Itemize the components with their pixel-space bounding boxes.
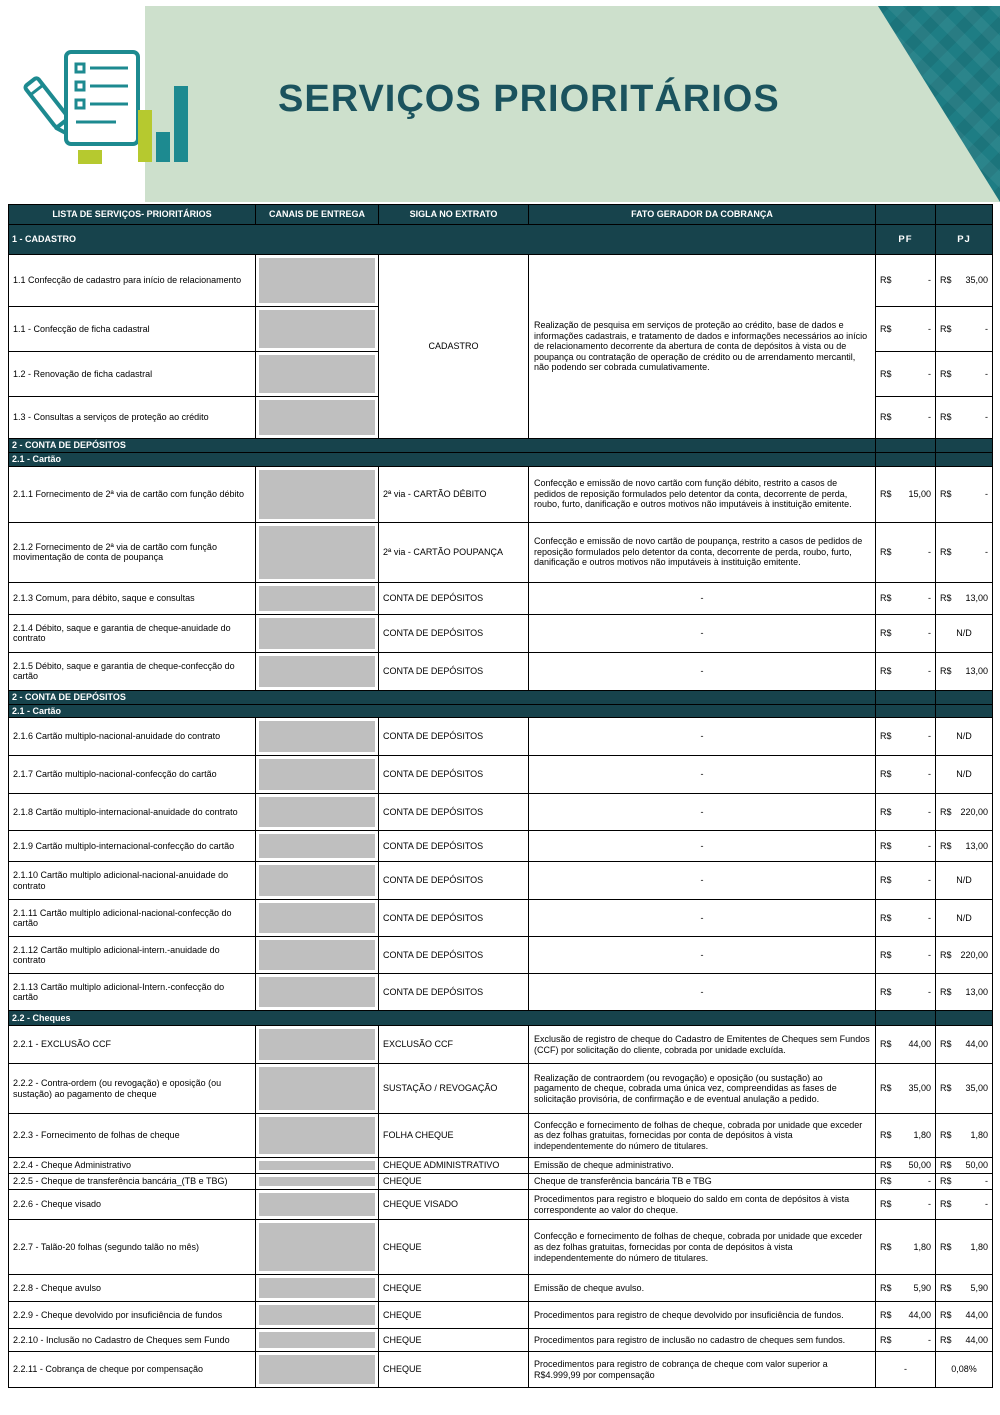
pf-value-cell: R$ - [876, 582, 936, 614]
sigla-cell: CHEQUE [379, 1352, 529, 1388]
fato-cell: - [529, 718, 876, 756]
fato-cell: Realização de pesquisa em serviços de proteção ao crédito, base de dados e informações cadastrais, e tratamento de dados e informações necessários ao início de relacionamento decorrente da abertura de conta de depósitos à vista ou de poupança ou contratação de operação de crédito ou de arrendamento mercantil, não podendo ser cobrada cumulativamente. [529, 255, 876, 439]
sigla-cell: CONTA DE DEPÓSITOS [379, 974, 529, 1011]
sigla-cell: EXCLUSÃO CCF [379, 1026, 529, 1064]
service-cell: 2.2.7 - Talão-20 folhas (segundo talão no mês) [9, 1220, 256, 1275]
channels-cell [256, 1114, 379, 1158]
redacted-channel-block [259, 1223, 375, 1271]
service-cell: 2.2.4 - Cheque Administrativo [9, 1158, 256, 1174]
channels-cell [256, 974, 379, 1011]
pf-column-header: PF [876, 225, 936, 255]
redacted-channel-block [259, 258, 375, 303]
pj-value-cell: R$ - [936, 307, 993, 352]
channels-cell [256, 794, 379, 831]
section-row [9, 1011, 993, 1026]
pf-value-cell: R$ - [876, 794, 936, 831]
pf-value-cell: R$ - [876, 974, 936, 1011]
service-cell: 1.2 - Renovação de ficha cadastral [9, 352, 256, 397]
pf-value-cell: - [876, 1352, 936, 1388]
fato-cell: Procedimentos para registro de cheque devolvido por insuficiência de fundos. [529, 1302, 876, 1329]
pf-value-cell: R$ 5,90 [876, 1275, 936, 1302]
fato-cell: - [529, 937, 876, 974]
redacted-channel-block [259, 1177, 375, 1186]
pj-column-header [936, 439, 993, 453]
section-title: 2.1 - Cartão [9, 453, 876, 467]
sigla-cell: CONTA DE DEPÓSITOS [379, 652, 529, 690]
pf-column-header [876, 1011, 936, 1026]
table-row [9, 1275, 993, 1302]
pf-value-cell: R$ - [876, 862, 936, 900]
service-cell: 2.1.6 Cartão multiplo-nacional-anuidade do contrato [9, 718, 256, 756]
redacted-channel-block [259, 618, 375, 649]
pf-value-cell: R$ 50,00 [876, 1158, 936, 1174]
sigla-cell: CONTA DE DEPÓSITOS [379, 614, 529, 652]
pj-value-cell: R$ 35,00 [936, 1064, 993, 1114]
pj-value-cell: R$ 1,80 [936, 1114, 993, 1158]
redacted-channel-block [259, 355, 375, 393]
service-cell: 2.1.11 Cartão multiplo adicional-nacional-confecção do cartão [9, 900, 256, 937]
page-header [0, 0, 1000, 202]
fato-cell: Confecção e fornecimento de folhas de cheque, cobrada por unidade que exceder as dez folhas gratuitas, fornecidas por conta de depósitos à vista independentemente do número de titulares. [529, 1220, 876, 1275]
sigla-cell: CONTA DE DEPÓSITOS [379, 937, 529, 974]
pj-value-cell: R$ 44,00 [936, 1026, 993, 1064]
pf-column-header [876, 453, 936, 467]
sigla-cell: CONTA DE DEPÓSITOS [379, 862, 529, 900]
pj-column-header [936, 1011, 993, 1026]
redacted-channel-block [259, 1067, 375, 1110]
fato-cell: Procedimentos para registro de inclusão no cadastro de cheques sem fundos. [529, 1329, 876, 1352]
redacted-channel-block [259, 1029, 375, 1060]
fato-cell: - [529, 652, 876, 690]
table-row [9, 1329, 993, 1352]
channels-cell [256, 582, 379, 614]
service-cell: 2.1.8 Cartão multiplo-internacional-anuidade do contrato [9, 794, 256, 831]
fato-cell: Emissão de cheque avulso. [529, 1275, 876, 1302]
fato-cell: Confecção e fornecimento de folhas de cheque, cobrada por unidade que exceder as dez folhas gratuitas, fornecidas por conta de depósitos à vista independentemente do número de titulares. [529, 1114, 876, 1158]
pj-value-cell: N/D [936, 718, 993, 756]
pf-value-cell: R$ - [876, 1174, 936, 1190]
fato-cell: - [529, 900, 876, 937]
pj-value-cell: R$ 44,00 [936, 1329, 993, 1352]
redacted-channel-block [259, 1355, 375, 1384]
table-row [9, 1158, 993, 1174]
service-cell: 2.2.11 - Cobrança de cheque por compensação [9, 1352, 256, 1388]
pf-value-cell: R$ - [876, 307, 936, 352]
channels-cell [256, 937, 379, 974]
table-row [9, 937, 993, 974]
channels-cell [256, 1302, 379, 1329]
fato-cell: - [529, 974, 876, 1011]
redacted-channel-block [259, 865, 375, 896]
channels-cell [256, 756, 379, 794]
section-title: 1 - CADASTRO [9, 225, 876, 255]
pf-value-cell: R$ 35,00 [876, 1064, 936, 1114]
section-title: 2 - CONTA DE DEPÓSITOS [9, 690, 876, 704]
redacted-channel-block [259, 1117, 375, 1154]
pj-value-cell: R$ 50,00 [936, 1158, 993, 1174]
sigla-cell: CADASTRO [379, 255, 529, 439]
fato-cell: Exclusão de registro de cheque do Cadastro de Emitentes de Cheques sem Fundos (CCF) por solicitação do cliente, cobrada por unidade excluída. [529, 1026, 876, 1064]
sigla-cell: FOLHA CHEQUE [379, 1114, 529, 1158]
table-row [9, 974, 993, 1011]
table-row [9, 1352, 993, 1388]
channels-cell [256, 1174, 379, 1190]
services-table [8, 204, 993, 1388]
pj-value-cell: R$ 1,80 [936, 1220, 993, 1275]
service-cell: 2.1.4 Débito, saque e garantia de cheque-anuidade do contrato [9, 614, 256, 652]
fato-cell: Confecção e emissão de novo cartão de poupança, restrito a casos de pedidos de reposição formulados pelo detentor da conta, decorrente de perda, roubo, furto, danificação e outros motivos não imputáveis à instituição emitente. [529, 522, 876, 582]
service-cell: 2.1.7 Cartão multiplo-nacional-confecção do cartão [9, 756, 256, 794]
redacted-channel-block [259, 1305, 375, 1325]
fato-cell: - [529, 862, 876, 900]
pf-value-cell: R$ - [876, 831, 936, 862]
service-cell: 2.2.2 - Contra-ordem (ou revogação) e oposição (ou sustação) ao pagamento de cheque [9, 1064, 256, 1114]
channels-cell [256, 831, 379, 862]
service-cell: 1.3 - Consultas a serviços de proteção ao crédito [9, 397, 256, 439]
fato-cell: Realização de contraordem (ou revogação) e oposição (ou sustação) ao pagamento de cheque, cobrada uma única vez, compreendidas as fases de solicitação provisória, de confirmação e de eventual anulação a pedido. [529, 1064, 876, 1114]
channels-cell [256, 397, 379, 439]
table-row [9, 466, 993, 522]
service-cell: 2.1.2 Fornecimento de 2ª via de cartão com função movimentação de conta de poupança [9, 522, 256, 582]
channels-cell [256, 718, 379, 756]
redacted-channel-block [259, 834, 375, 858]
sigla-cell: CONTA DE DEPÓSITOS [379, 794, 529, 831]
pf-value-cell: R$ 44,00 [876, 1302, 936, 1329]
sigla-cell: CHEQUE [379, 1174, 529, 1190]
sigla-cell: CONTA DE DEPÓSITOS [379, 900, 529, 937]
pf-column-header [876, 690, 936, 704]
col-header-pf-spacer [876, 205, 936, 225]
section-title: 2.1 - Cartão [9, 704, 876, 718]
pf-value-cell: R$ - [876, 1329, 936, 1352]
redacted-channel-block [259, 977, 375, 1007]
sigla-cell: CONTA DE DEPÓSITOS [379, 718, 529, 756]
redacted-channel-block [259, 400, 375, 435]
document-icon [66, 52, 138, 144]
redacted-channel-block [259, 586, 375, 611]
sigla-cell: CHEQUE VISADO [379, 1190, 529, 1220]
sigla-cell: CONTA DE DEPÓSITOS [379, 756, 529, 794]
pj-value-cell: R$ 13,00 [936, 582, 993, 614]
pj-value-cell: R$ - [936, 397, 993, 439]
col-header-fato: FATO GERADOR DA COBRANÇA [529, 205, 876, 225]
channels-cell [256, 1026, 379, 1064]
channels-cell [256, 900, 379, 937]
pf-value-cell: R$ 44,00 [876, 1026, 936, 1064]
pf-value-cell: R$ - [876, 937, 936, 974]
service-cell: 2.2.5 - Cheque de transferência bancária_(TB e TBG) [9, 1174, 256, 1190]
service-cell: 2.2.10 - Inclusão no Cadastro de Cheques sem Fundo [9, 1329, 256, 1352]
table-row [9, 718, 993, 756]
table-row [9, 756, 993, 794]
pj-column-header [936, 453, 993, 467]
section-row [9, 439, 993, 453]
table-row [9, 614, 993, 652]
logo [20, 50, 192, 172]
service-cell: 1.1 - Confecção de ficha cadastral [9, 307, 256, 352]
table-row [9, 1190, 993, 1220]
pf-value-cell: R$ - [876, 718, 936, 756]
pf-value-cell: R$ - [876, 900, 936, 937]
pj-column-header [936, 704, 993, 718]
fato-cell: - [529, 614, 876, 652]
service-cell: 2.1.3 Comum, para débito, saque e consultas [9, 582, 256, 614]
channels-cell [256, 522, 379, 582]
fato-cell: Procedimentos para registro de cobrança de cheque com valor superior a R$4.999,99 por compensação [529, 1352, 876, 1388]
redacted-channel-block [259, 1332, 375, 1348]
service-cell: 2.1.10 Cartão multiplo adicional-nacional-anuidade do contrato [9, 862, 256, 900]
redacted-channel-block [259, 310, 375, 348]
section-row [9, 704, 993, 718]
fato-cell: Cheque de transferência bancária TB e TBG [529, 1174, 876, 1190]
redacted-channel-block [259, 470, 375, 519]
pj-value-cell: R$ 220,00 [936, 794, 993, 831]
sigla-cell: CONTA DE DEPÓSITOS [379, 831, 529, 862]
col-header-services: LISTA DE SERVIÇOS- PRIORITÁRIOS [9, 205, 256, 225]
channels-cell [256, 862, 379, 900]
service-cell: 2.1.5 Débito, saque e garantia de cheque-confecção do cartão [9, 652, 256, 690]
sigla-cell: CHEQUE [379, 1220, 529, 1275]
redacted-channel-block [259, 526, 375, 579]
table-row [9, 900, 993, 937]
fato-cell: Confecção e emissão de novo cartão com função débito, restrito a casos de pedidos de reposição formulados pelo detentor da conta, decorrente de perda, roubo, furto, danificação e outros motivos não imputáveis à instituição emitente. [529, 466, 876, 522]
table-row [9, 794, 993, 831]
pj-value-cell: N/D [936, 614, 993, 652]
channels-cell [256, 1352, 379, 1388]
table-row [9, 255, 993, 307]
sigla-cell: 2ª via - CARTÃO POUPANÇA [379, 522, 529, 582]
table-row [9, 652, 993, 690]
pj-column-header [936, 690, 993, 704]
fato-cell: - [529, 582, 876, 614]
pj-value-cell: R$ 5,90 [936, 1275, 993, 1302]
pj-value-cell: R$ 13,00 [936, 974, 993, 1011]
channels-cell [256, 307, 379, 352]
sigla-cell: CONTA DE DEPÓSITOS [379, 582, 529, 614]
channels-cell [256, 614, 379, 652]
fato-cell: - [529, 794, 876, 831]
pj-value-cell: N/D [936, 756, 993, 794]
pf-value-cell: R$ - [876, 255, 936, 307]
pj-value-cell: R$ 35,00 [936, 255, 993, 307]
pf-value-cell: R$ - [876, 614, 936, 652]
pj-column-header: PJ [936, 225, 993, 255]
channels-cell [256, 1190, 379, 1220]
service-cell: 2.2.9 - Cheque devolvido por insuficiência de fundos [9, 1302, 256, 1329]
channels-cell [256, 1064, 379, 1114]
pf-value-cell: R$ - [876, 522, 936, 582]
sigla-cell: CHEQUE [379, 1329, 529, 1352]
channels-cell [256, 652, 379, 690]
section-title: 2.2 - Cheques [9, 1011, 876, 1026]
redacted-channel-block [259, 1278, 375, 1298]
pf-column-header [876, 704, 936, 718]
table-row [9, 522, 993, 582]
sigla-cell: 2ª via - CARTÃO DÉBITO [379, 466, 529, 522]
table-row [9, 862, 993, 900]
col-header-pj-spacer [936, 205, 993, 225]
table-row [9, 1114, 993, 1158]
pj-value-cell: R$ - [936, 522, 993, 582]
table-row [9, 1026, 993, 1064]
col-header-sigla: SIGLA NO EXTRATO [379, 205, 529, 225]
redacted-channel-block [259, 797, 375, 827]
pf-column-header [876, 439, 936, 453]
service-cell: 2.1.1 Fornecimento de 2ª via de cartão com função débito [9, 466, 256, 522]
pj-value-cell: N/D [936, 900, 993, 937]
service-cell: 1.1 Confecção de cadastro para início de relacionamento [9, 255, 256, 307]
redacted-channel-block [259, 1193, 375, 1216]
table-row [9, 831, 993, 862]
redacted-channel-block [259, 1161, 375, 1170]
table-body [9, 225, 993, 1388]
section-row [9, 453, 993, 467]
page-title: SERVIÇOS PRIORITÁRIOS [278, 78, 780, 120]
sigla-cell: CHEQUE [379, 1302, 529, 1329]
section-title: 2 - CONTA DE DEPÓSITOS [9, 439, 876, 453]
pf-value-cell: R$ 15,00 [876, 466, 936, 522]
pj-value-cell: 0,08% [936, 1352, 993, 1388]
col-header-channels: CANAIS DE ENTREGA [256, 205, 379, 225]
sigla-cell: SUSTAÇÃO / REVOGAÇÃO [379, 1064, 529, 1114]
table-row [9, 1064, 993, 1114]
channels-cell [256, 255, 379, 307]
pf-value-cell: R$ - [876, 352, 936, 397]
pf-value-cell: R$ 1,80 [876, 1220, 936, 1275]
channels-cell [256, 1329, 379, 1352]
redacted-channel-block [259, 759, 375, 790]
table-row [9, 1174, 993, 1190]
redacted-channel-block [259, 903, 375, 933]
pj-value-cell: R$ - [936, 1190, 993, 1220]
pj-value-cell: R$ 44,00 [936, 1302, 993, 1329]
pf-value-cell: R$ - [876, 1190, 936, 1220]
service-cell: 2.1.9 Cartão multiplo-internacional-confecção do cartão [9, 831, 256, 862]
pj-value-cell: N/D [936, 862, 993, 900]
channels-cell [256, 466, 379, 522]
pj-value-cell: R$ - [936, 466, 993, 522]
section-row [9, 690, 993, 704]
pj-value-cell: R$ 13,00 [936, 652, 993, 690]
channels-cell [256, 1158, 379, 1174]
fato-cell: - [529, 756, 876, 794]
fato-cell: Procedimentos para registro e bloqueio do saldo em conta de depósitos à vista correspondente ao valor do cheque. [529, 1190, 876, 1220]
service-cell: 2.1.12 Cartão multiplo adicional-intern.-anuidade do contrato [9, 937, 256, 974]
channels-cell [256, 1275, 379, 1302]
sigla-cell: CHEQUE [379, 1275, 529, 1302]
channels-cell [256, 352, 379, 397]
pj-value-cell: R$ 220,00 [936, 937, 993, 974]
redacted-channel-block [259, 721, 375, 752]
service-cell: 2.1.13 Cartão multiplo adicional-Intern.-confecção do cartão [9, 974, 256, 1011]
pj-value-cell: R$ - [936, 1174, 993, 1190]
pj-value-cell: R$ 13,00 [936, 831, 993, 862]
service-cell: 2.2.3 - Fornecimento de folhas de cheque [9, 1114, 256, 1158]
fato-cell: Emissão de cheque administrativo. [529, 1158, 876, 1174]
pf-value-cell: R$ - [876, 652, 936, 690]
sigla-cell: CHEQUE ADMINISTRATIVO [379, 1158, 529, 1174]
pf-value-cell: R$ - [876, 756, 936, 794]
service-cell: 2.2.8 - Cheque avulso [9, 1275, 256, 1302]
service-cell: 2.2.1 - EXCLUSÃO CCF [9, 1026, 256, 1064]
pj-value-cell: R$ - [936, 352, 993, 397]
service-cell: 2.2.6 - Cheque visado [9, 1190, 256, 1220]
channels-cell [256, 1220, 379, 1275]
table-row [9, 1220, 993, 1275]
table-row [9, 1302, 993, 1329]
pf-value-cell: R$ - [876, 397, 936, 439]
pf-value-cell: R$ 1,80 [876, 1114, 936, 1158]
redacted-channel-block [259, 940, 375, 970]
table-row [9, 582, 993, 614]
table-header-row [9, 205, 993, 225]
redacted-channel-block [259, 656, 375, 687]
section-row [9, 225, 993, 255]
fato-cell: - [529, 831, 876, 862]
